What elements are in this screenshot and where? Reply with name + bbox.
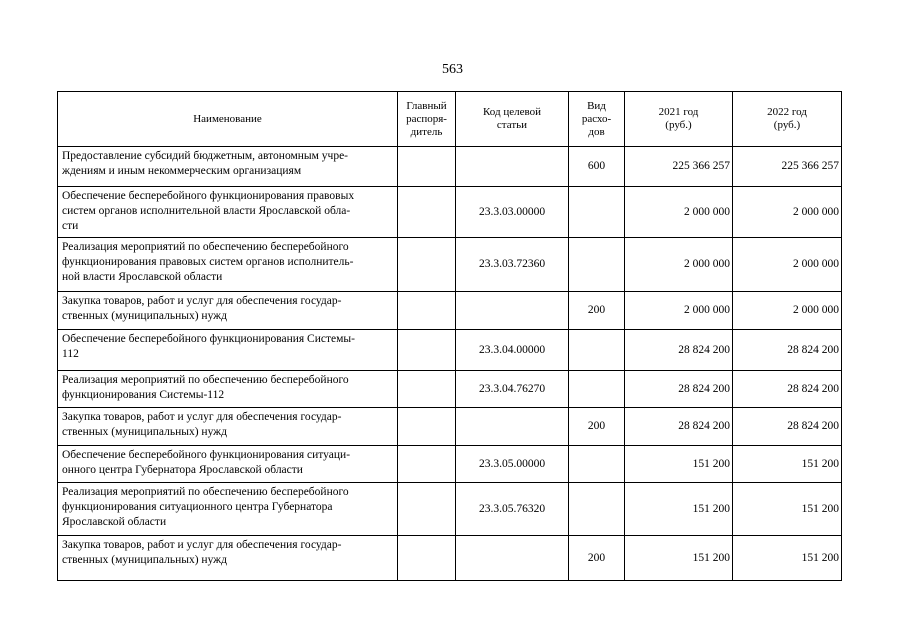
row-name-cell: Закупка товаров, работ и услуг для обеспечения государ- ственных (муниципальных) нужд bbox=[58, 536, 398, 581]
row-code-cell: 23.3.05.76320 bbox=[456, 483, 569, 536]
row-admin-cell bbox=[398, 446, 456, 483]
row-kind-cell: 600 bbox=[569, 147, 625, 187]
row-admin-cell bbox=[398, 483, 456, 536]
row-code-cell bbox=[456, 292, 569, 330]
row-2021-cell: 225 366 257 bbox=[625, 147, 733, 187]
header-code: Код целевой статьи bbox=[456, 92, 569, 147]
row-2021-cell: 151 200 bbox=[625, 536, 733, 581]
row-admin-cell bbox=[398, 187, 456, 238]
row-name-cell: Закупка товаров, работ и услуг для обеспечения государ- ственных (муниципальных) нужд bbox=[58, 408, 398, 446]
row-code-cell: 23.3.05.00000 bbox=[456, 446, 569, 483]
row-2022-cell: 28 824 200 bbox=[733, 408, 842, 446]
row-name-cell: Закупка товаров, работ и услуг для обеспечения государ- ственных (муниципальных) нужд bbox=[58, 292, 398, 330]
row-admin-cell bbox=[398, 408, 456, 446]
row-kind-cell bbox=[569, 187, 625, 238]
row-2022-cell: 151 200 bbox=[733, 446, 842, 483]
header-2022: 2022 год (руб.) bbox=[733, 92, 842, 147]
row-kind-cell: 200 bbox=[569, 292, 625, 330]
row-admin-cell bbox=[398, 292, 456, 330]
header-admin: Главный распоря- дитель bbox=[398, 92, 456, 147]
header-kind: Вид расхо- дов bbox=[569, 92, 625, 147]
row-kind-cell bbox=[569, 483, 625, 536]
row-2021-cell: 2 000 000 bbox=[625, 187, 733, 238]
table-row bbox=[58, 408, 842, 446]
row-2021-cell: 28 824 200 bbox=[625, 371, 733, 408]
row-admin-cell bbox=[398, 330, 456, 371]
row-name-cell: Обеспечение бесперебойного функционирования ситуаци- онного центра Губернатора Ярославской области bbox=[58, 446, 398, 483]
row-kind-cell bbox=[569, 330, 625, 371]
row-admin-cell bbox=[398, 371, 456, 408]
table-row bbox=[58, 330, 842, 371]
row-code-cell bbox=[456, 147, 569, 187]
row-kind-cell: 200 bbox=[569, 408, 625, 446]
row-2021-cell: 28 824 200 bbox=[625, 330, 733, 371]
table-row bbox=[58, 536, 842, 581]
table-header-row bbox=[58, 92, 842, 147]
table-row bbox=[58, 147, 842, 187]
row-admin-cell bbox=[398, 536, 456, 581]
row-code-cell bbox=[456, 408, 569, 446]
row-name-cell: Реализация мероприятий по обеспечению бесперебойного функционирования правовых систем органов исполнитель- ной власти Ярославской области bbox=[58, 238, 398, 292]
row-2022-cell: 225 366 257 bbox=[733, 147, 842, 187]
row-code-cell: 23.3.03.00000 bbox=[456, 187, 569, 238]
budget-table bbox=[57, 91, 842, 581]
table-row bbox=[58, 371, 842, 408]
row-name-cell: Обеспечение бесперебойного функционирования Системы- 112 bbox=[58, 330, 398, 371]
row-2021-cell: 151 200 bbox=[625, 446, 733, 483]
row-2022-cell: 2 000 000 bbox=[733, 292, 842, 330]
row-2022-cell: 2 000 000 bbox=[733, 187, 842, 238]
header-name: Наименование bbox=[58, 92, 398, 147]
table-row bbox=[58, 292, 842, 330]
row-2022-cell: 151 200 bbox=[733, 536, 842, 581]
row-admin-cell bbox=[398, 147, 456, 187]
table-row bbox=[58, 483, 842, 536]
row-name-cell: Обеспечение бесперебойного функционирования правовых систем органов исполнительной власти Ярославской обла- сти bbox=[58, 187, 398, 238]
row-2021-cell: 2 000 000 bbox=[625, 292, 733, 330]
table-row bbox=[58, 238, 842, 292]
table-row bbox=[58, 187, 842, 238]
row-admin-cell bbox=[398, 238, 456, 292]
row-2021-cell: 2 000 000 bbox=[625, 238, 733, 292]
row-2021-cell: 151 200 bbox=[625, 483, 733, 536]
row-name-cell: Реализация мероприятий по обеспечению бесперебойного функционирования ситуационного центра Губернатора Ярославской области bbox=[58, 483, 398, 536]
row-name-cell: Реализация мероприятий по обеспечению бесперебойного функционирования Системы-112 bbox=[58, 371, 398, 408]
row-code-cell: 23.3.04.00000 bbox=[456, 330, 569, 371]
row-kind-cell bbox=[569, 371, 625, 408]
row-code-cell bbox=[456, 536, 569, 581]
table-row bbox=[58, 446, 842, 483]
row-name-cell: Предоставление субсидий бюджетным, автономным учре- ждениям и иным некоммерческим организациям bbox=[58, 147, 398, 187]
row-2022-cell: 151 200 bbox=[733, 483, 842, 536]
page-number: 563 bbox=[442, 62, 463, 77]
row-2022-cell: 2 000 000 bbox=[733, 238, 842, 292]
row-2021-cell: 28 824 200 bbox=[625, 408, 733, 446]
row-code-cell: 23.3.04.76270 bbox=[456, 371, 569, 408]
row-code-cell: 23.3.03.72360 bbox=[456, 238, 569, 292]
row-2022-cell: 28 824 200 bbox=[733, 330, 842, 371]
header-2021: 2021 год (руб.) bbox=[625, 92, 733, 147]
row-kind-cell: 200 bbox=[569, 536, 625, 581]
row-kind-cell bbox=[569, 446, 625, 483]
row-2022-cell: 28 824 200 bbox=[733, 371, 842, 408]
row-kind-cell bbox=[569, 238, 625, 292]
